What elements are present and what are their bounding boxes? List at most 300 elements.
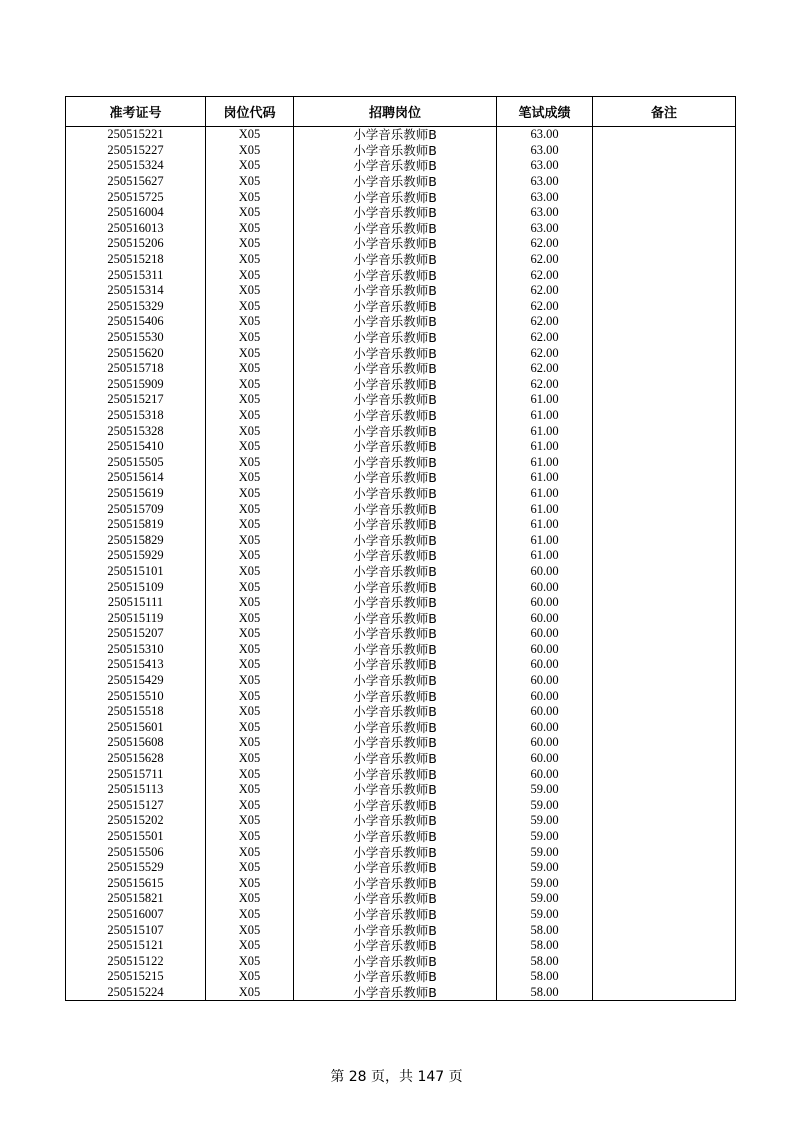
cell-position-code: X05 bbox=[206, 392, 294, 408]
cell-position-name: 小学音乐教师B bbox=[294, 673, 497, 689]
cell-exam-id: 250515530 bbox=[66, 330, 206, 346]
table-row bbox=[66, 548, 736, 564]
cell-position-name: 小学音乐教师B bbox=[294, 361, 497, 377]
cell-written-score: 63.00 bbox=[497, 205, 593, 221]
cell-position-code: X05 bbox=[206, 174, 294, 190]
cell-exam-id: 250515627 bbox=[66, 174, 206, 190]
cell-position-code: X05 bbox=[206, 595, 294, 611]
table-row bbox=[66, 314, 736, 330]
cell-remarks bbox=[593, 205, 736, 221]
cell-position-code: X05 bbox=[206, 969, 294, 985]
table-row bbox=[66, 454, 736, 470]
cell-position-code: X05 bbox=[206, 143, 294, 159]
cell-position-code: X05 bbox=[206, 221, 294, 237]
cell-remarks bbox=[593, 985, 736, 1001]
table-row bbox=[66, 844, 736, 860]
cell-position-name: 小学音乐教师B bbox=[294, 501, 497, 517]
table-row bbox=[66, 907, 736, 923]
cell-position-code: X05 bbox=[206, 283, 294, 299]
cell-written-score: 59.00 bbox=[497, 782, 593, 798]
cell-position-code: X05 bbox=[206, 938, 294, 954]
cell-written-score: 59.00 bbox=[497, 813, 593, 829]
cell-exam-id: 250515909 bbox=[66, 377, 206, 393]
cell-exam-id: 250515608 bbox=[66, 735, 206, 751]
cell-remarks bbox=[593, 938, 736, 954]
cell-remarks bbox=[593, 486, 736, 502]
cell-position-name: 小学音乐教师B bbox=[294, 860, 497, 876]
table-row bbox=[66, 657, 736, 673]
cell-remarks bbox=[593, 720, 736, 736]
cell-position-code: X05 bbox=[206, 252, 294, 268]
cell-position-name: 小学音乐教师B bbox=[294, 688, 497, 704]
table-row bbox=[66, 267, 736, 283]
cell-written-score: 60.00 bbox=[497, 579, 593, 595]
cell-remarks bbox=[593, 642, 736, 658]
cell-exam-id: 250515202 bbox=[66, 813, 206, 829]
cell-exam-id: 250515929 bbox=[66, 548, 206, 564]
cell-written-score: 60.00 bbox=[497, 626, 593, 642]
page-number: 第 28 页，共 147 页 bbox=[330, 1069, 463, 1085]
cell-exam-id: 250515821 bbox=[66, 891, 206, 907]
cell-position-name: 小学音乐教师B bbox=[294, 798, 497, 814]
table-row bbox=[66, 221, 736, 237]
cell-written-score: 61.00 bbox=[497, 548, 593, 564]
table-row bbox=[66, 720, 736, 736]
cell-written-score: 61.00 bbox=[497, 470, 593, 486]
cell-position-code: X05 bbox=[206, 626, 294, 642]
cell-position-code: X05 bbox=[206, 876, 294, 892]
cell-position-name: 小学音乐教师B bbox=[294, 299, 497, 315]
cell-exam-id: 250515413 bbox=[66, 657, 206, 673]
cell-position-name: 小学音乐教师B bbox=[294, 579, 497, 595]
cell-written-score: 62.00 bbox=[497, 252, 593, 268]
cell-written-score: 63.00 bbox=[497, 189, 593, 205]
cell-exam-id: 250515113 bbox=[66, 782, 206, 798]
cell-position-name: 小学音乐教师B bbox=[294, 938, 497, 954]
table-row bbox=[66, 377, 736, 393]
table-header-row bbox=[66, 97, 736, 127]
cell-written-score: 60.00 bbox=[497, 688, 593, 704]
cell-remarks bbox=[593, 267, 736, 283]
cell-written-score: 63.00 bbox=[497, 158, 593, 174]
table-row bbox=[66, 860, 736, 876]
cell-position-name: 小学音乐教师B bbox=[294, 314, 497, 330]
table-row bbox=[66, 361, 736, 377]
cell-position-name: 小学音乐教师B bbox=[294, 517, 497, 533]
cell-remarks bbox=[593, 626, 736, 642]
table-row bbox=[66, 579, 736, 595]
cell-position-name: 小学音乐教师B bbox=[294, 158, 497, 174]
cell-remarks bbox=[593, 766, 736, 782]
table-row bbox=[66, 735, 736, 751]
table-row bbox=[66, 158, 736, 174]
cell-written-score: 63.00 bbox=[497, 174, 593, 190]
cell-position-code: X05 bbox=[206, 798, 294, 814]
cell-position-name: 小学音乐教师B bbox=[294, 891, 497, 907]
cell-position-name: 小学音乐教师B bbox=[294, 953, 497, 969]
cell-written-score: 62.00 bbox=[497, 345, 593, 361]
table-row bbox=[66, 688, 736, 704]
table-row bbox=[66, 423, 736, 439]
cell-remarks bbox=[593, 127, 736, 143]
cell-position-code: X05 bbox=[206, 720, 294, 736]
cell-remarks bbox=[593, 532, 736, 548]
cell-exam-id: 250515111 bbox=[66, 595, 206, 611]
cell-remarks bbox=[593, 252, 736, 268]
cell-exam-id: 250515601 bbox=[66, 720, 206, 736]
table-row bbox=[66, 252, 736, 268]
cell-position-code: X05 bbox=[206, 922, 294, 938]
cell-written-score: 59.00 bbox=[497, 798, 593, 814]
cell-written-score: 61.00 bbox=[497, 392, 593, 408]
cell-position-name: 小学音乐教师B bbox=[294, 735, 497, 751]
cell-remarks bbox=[593, 735, 736, 751]
cell-written-score: 61.00 bbox=[497, 532, 593, 548]
table-row bbox=[66, 813, 736, 829]
table-row bbox=[66, 330, 736, 346]
cell-position-name: 小学音乐教师B bbox=[294, 610, 497, 626]
cell-remarks bbox=[593, 454, 736, 470]
cell-position-code: X05 bbox=[206, 953, 294, 969]
cell-position-code: X05 bbox=[206, 673, 294, 689]
cell-written-score: 60.00 bbox=[497, 766, 593, 782]
cell-position-code: X05 bbox=[206, 377, 294, 393]
cell-position-code: X05 bbox=[206, 486, 294, 502]
cell-remarks bbox=[593, 408, 736, 424]
cell-exam-id: 250515505 bbox=[66, 454, 206, 470]
cell-written-score: 62.00 bbox=[497, 377, 593, 393]
cell-position-code: X05 bbox=[206, 517, 294, 533]
cell-position-name: 小学音乐教师B bbox=[294, 626, 497, 642]
cell-exam-id: 250515107 bbox=[66, 922, 206, 938]
cell-position-code: X05 bbox=[206, 408, 294, 424]
cell-position-code: X05 bbox=[206, 314, 294, 330]
cell-exam-id: 250515709 bbox=[66, 501, 206, 517]
cell-written-score: 59.00 bbox=[497, 876, 593, 892]
cell-exam-id: 250515224 bbox=[66, 985, 206, 1001]
cell-position-name: 小学音乐教师B bbox=[294, 236, 497, 252]
cell-remarks bbox=[593, 548, 736, 564]
table-body bbox=[66, 127, 736, 1001]
cell-written-score: 63.00 bbox=[497, 143, 593, 159]
cell-exam-id: 250515324 bbox=[66, 158, 206, 174]
cell-written-score: 60.00 bbox=[497, 751, 593, 767]
cell-remarks bbox=[593, 751, 736, 767]
cell-remarks bbox=[593, 798, 736, 814]
cell-position-name: 小学音乐教师B bbox=[294, 143, 497, 159]
cell-exam-id: 250515217 bbox=[66, 392, 206, 408]
cell-position-name: 小学音乐教师B bbox=[294, 532, 497, 548]
cell-position-code: X05 bbox=[206, 813, 294, 829]
cell-exam-id: 250515207 bbox=[66, 626, 206, 642]
cell-remarks bbox=[593, 657, 736, 673]
table-row bbox=[66, 283, 736, 299]
cell-exam-id: 250515206 bbox=[66, 236, 206, 252]
cell-written-score: 60.00 bbox=[497, 735, 593, 751]
cell-written-score: 63.00 bbox=[497, 221, 593, 237]
cell-remarks bbox=[593, 876, 736, 892]
cell-position-code: X05 bbox=[206, 766, 294, 782]
table-row bbox=[66, 626, 736, 642]
cell-position-name: 小学音乐教师B bbox=[294, 377, 497, 393]
cell-exam-id: 250515328 bbox=[66, 423, 206, 439]
cell-exam-id: 250515619 bbox=[66, 486, 206, 502]
cell-exam-id: 250515628 bbox=[66, 751, 206, 767]
table-row bbox=[66, 953, 736, 969]
cell-exam-id: 250515122 bbox=[66, 953, 206, 969]
cell-written-score: 59.00 bbox=[497, 829, 593, 845]
table-row bbox=[66, 174, 736, 190]
cell-written-score: 60.00 bbox=[497, 595, 593, 611]
cell-position-code: X05 bbox=[206, 127, 294, 143]
table-row bbox=[66, 470, 736, 486]
cell-remarks bbox=[593, 392, 736, 408]
header-written-score: 笔试成绩 bbox=[497, 97, 593, 127]
cell-exam-id: 250515121 bbox=[66, 938, 206, 954]
cell-written-score: 62.00 bbox=[497, 283, 593, 299]
table-row bbox=[66, 969, 736, 985]
cell-position-code: X05 bbox=[206, 688, 294, 704]
cell-remarks bbox=[593, 860, 736, 876]
cell-remarks bbox=[593, 673, 736, 689]
cell-remarks bbox=[593, 688, 736, 704]
cell-exam-id: 250515109 bbox=[66, 579, 206, 595]
cell-position-code: X05 bbox=[206, 532, 294, 548]
cell-remarks bbox=[593, 969, 736, 985]
header-remarks: 备注 bbox=[593, 97, 736, 127]
table-row bbox=[66, 189, 736, 205]
cell-exam-id: 250515429 bbox=[66, 673, 206, 689]
cell-remarks bbox=[593, 517, 736, 533]
cell-exam-id: 250515311 bbox=[66, 267, 206, 283]
cell-remarks bbox=[593, 610, 736, 626]
cell-exam-id: 250515725 bbox=[66, 189, 206, 205]
cell-written-score: 61.00 bbox=[497, 408, 593, 424]
cell-exam-id: 250515518 bbox=[66, 704, 206, 720]
table-row bbox=[66, 439, 736, 455]
table-row bbox=[66, 985, 736, 1001]
cell-exam-id: 250515127 bbox=[66, 798, 206, 814]
cell-remarks bbox=[593, 221, 736, 237]
table-row bbox=[66, 236, 736, 252]
table-row bbox=[66, 299, 736, 315]
cell-written-score: 62.00 bbox=[497, 299, 593, 315]
cell-position-code: X05 bbox=[206, 267, 294, 283]
cell-exam-id: 250515119 bbox=[66, 610, 206, 626]
cell-remarks bbox=[593, 782, 736, 798]
cell-written-score: 58.00 bbox=[497, 953, 593, 969]
cell-remarks bbox=[593, 377, 736, 393]
cell-position-code: X05 bbox=[206, 891, 294, 907]
table-row bbox=[66, 782, 736, 798]
table-row bbox=[66, 532, 736, 548]
cell-written-score: 62.00 bbox=[497, 236, 593, 252]
table-row bbox=[66, 392, 736, 408]
cell-position-name: 小学音乐教师B bbox=[294, 876, 497, 892]
table-row bbox=[66, 143, 736, 159]
cell-position-name: 小学音乐教师B bbox=[294, 283, 497, 299]
table-row bbox=[66, 610, 736, 626]
cell-position-code: X05 bbox=[206, 860, 294, 876]
cell-position-name: 小学音乐教师B bbox=[294, 330, 497, 346]
cell-position-code: X05 bbox=[206, 299, 294, 315]
cell-remarks bbox=[593, 907, 736, 923]
table-row bbox=[66, 205, 736, 221]
cell-position-code: X05 bbox=[206, 751, 294, 767]
cell-position-name: 小学音乐教师B bbox=[294, 548, 497, 564]
cell-remarks bbox=[593, 283, 736, 299]
cell-position-code: X05 bbox=[206, 345, 294, 361]
cell-remarks bbox=[593, 813, 736, 829]
cell-position-code: X05 bbox=[206, 735, 294, 751]
cell-remarks bbox=[593, 439, 736, 455]
cell-remarks bbox=[593, 423, 736, 439]
cell-written-score: 58.00 bbox=[497, 922, 593, 938]
cell-written-score: 62.00 bbox=[497, 330, 593, 346]
table-row bbox=[66, 922, 736, 938]
cell-remarks bbox=[593, 579, 736, 595]
cell-remarks bbox=[593, 829, 736, 845]
cell-written-score: 60.00 bbox=[497, 657, 593, 673]
cell-written-score: 62.00 bbox=[497, 267, 593, 283]
cell-written-score: 62.00 bbox=[497, 314, 593, 330]
cell-position-code: X05 bbox=[206, 548, 294, 564]
cell-position-code: X05 bbox=[206, 704, 294, 720]
cell-written-score: 60.00 bbox=[497, 720, 593, 736]
cell-position-code: X05 bbox=[206, 579, 294, 595]
cell-position-name: 小学音乐教师B bbox=[294, 564, 497, 580]
table-row bbox=[66, 517, 736, 533]
cell-position-name: 小学音乐教师B bbox=[294, 829, 497, 845]
cell-exam-id: 250515406 bbox=[66, 314, 206, 330]
cell-written-score: 58.00 bbox=[497, 938, 593, 954]
cell-remarks bbox=[593, 470, 736, 486]
cell-remarks bbox=[593, 922, 736, 938]
table-row bbox=[66, 127, 736, 143]
cell-exam-id: 250515829 bbox=[66, 532, 206, 548]
cell-position-name: 小学音乐教师B bbox=[294, 392, 497, 408]
header-position-name: 招聘岗位 bbox=[294, 97, 497, 127]
table-row bbox=[66, 345, 736, 361]
cell-remarks bbox=[593, 314, 736, 330]
cell-remarks bbox=[593, 143, 736, 159]
cell-position-code: X05 bbox=[206, 782, 294, 798]
cell-exam-id: 250515614 bbox=[66, 470, 206, 486]
cell-exam-id: 250515314 bbox=[66, 283, 206, 299]
cell-written-score: 60.00 bbox=[497, 673, 593, 689]
cell-position-code: X05 bbox=[206, 844, 294, 860]
cell-position-name: 小学音乐教师B bbox=[294, 969, 497, 985]
cell-exam-id: 250515410 bbox=[66, 439, 206, 455]
cell-position-name: 小学音乐教师B bbox=[294, 221, 497, 237]
cell-exam-id: 250516007 bbox=[66, 907, 206, 923]
cell-remarks bbox=[593, 564, 736, 580]
cell-position-name: 小学音乐教师B bbox=[294, 439, 497, 455]
cell-remarks bbox=[593, 189, 736, 205]
cell-position-name: 小学音乐教师B bbox=[294, 189, 497, 205]
table-row bbox=[66, 891, 736, 907]
cell-position-code: X05 bbox=[206, 205, 294, 221]
table-row bbox=[66, 673, 736, 689]
cell-position-code: X05 bbox=[206, 642, 294, 658]
cell-position-name: 小学音乐教师B bbox=[294, 127, 497, 143]
cell-written-score: 59.00 bbox=[497, 844, 593, 860]
cell-position-name: 小学音乐教师B bbox=[294, 782, 497, 798]
cell-remarks bbox=[593, 361, 736, 377]
cell-position-name: 小学音乐教师B bbox=[294, 813, 497, 829]
cell-position-name: 小学音乐教师B bbox=[294, 454, 497, 470]
cell-position-code: X05 bbox=[206, 236, 294, 252]
cell-written-score: 60.00 bbox=[497, 704, 593, 720]
cell-written-score: 60.00 bbox=[497, 564, 593, 580]
cell-position-name: 小学音乐教师B bbox=[294, 595, 497, 611]
cell-position-name: 小学音乐教师B bbox=[294, 907, 497, 923]
cell-position-name: 小学音乐教师B bbox=[294, 423, 497, 439]
cell-exam-id: 250515819 bbox=[66, 517, 206, 533]
cell-position-name: 小学音乐教师B bbox=[294, 486, 497, 502]
score-table bbox=[65, 96, 736, 1001]
cell-position-code: X05 bbox=[206, 610, 294, 626]
cell-position-name: 小学音乐教师B bbox=[294, 751, 497, 767]
cell-written-score: 58.00 bbox=[497, 985, 593, 1001]
cell-position-name: 小学音乐教师B bbox=[294, 205, 497, 221]
cell-remarks bbox=[593, 158, 736, 174]
cell-position-name: 小学音乐教师B bbox=[294, 720, 497, 736]
cell-written-score: 62.00 bbox=[497, 361, 593, 377]
cell-position-code: X05 bbox=[206, 985, 294, 1001]
table-row bbox=[66, 766, 736, 782]
cell-remarks bbox=[593, 236, 736, 252]
cell-position-name: 小学音乐教师B bbox=[294, 844, 497, 860]
cell-exam-id: 250515615 bbox=[66, 876, 206, 892]
cell-exam-id: 250516013 bbox=[66, 221, 206, 237]
header-position-code: 岗位代码 bbox=[206, 97, 294, 127]
cell-exam-id: 250515501 bbox=[66, 829, 206, 845]
cell-exam-id: 250515329 bbox=[66, 299, 206, 315]
cell-written-score: 61.00 bbox=[497, 517, 593, 533]
cell-position-name: 小学音乐教师B bbox=[294, 252, 497, 268]
cell-exam-id: 250516004 bbox=[66, 205, 206, 221]
cell-position-code: X05 bbox=[206, 454, 294, 470]
table-row bbox=[66, 486, 736, 502]
cell-exam-id: 250515529 bbox=[66, 860, 206, 876]
cell-position-code: X05 bbox=[206, 330, 294, 346]
cell-exam-id: 250515215 bbox=[66, 969, 206, 985]
table-row bbox=[66, 798, 736, 814]
table-row bbox=[66, 564, 736, 580]
cell-remarks bbox=[593, 844, 736, 860]
cell-written-score: 59.00 bbox=[497, 907, 593, 923]
cell-position-code: X05 bbox=[206, 439, 294, 455]
cell-remarks bbox=[593, 299, 736, 315]
cell-written-score: 61.00 bbox=[497, 423, 593, 439]
cell-exam-id: 250515506 bbox=[66, 844, 206, 860]
table-row bbox=[66, 501, 736, 517]
cell-position-code: X05 bbox=[206, 907, 294, 923]
cell-position-code: X05 bbox=[206, 423, 294, 439]
cell-written-score: 59.00 bbox=[497, 891, 593, 907]
cell-position-name: 小学音乐教师B bbox=[294, 985, 497, 1001]
cell-remarks bbox=[593, 704, 736, 720]
cell-written-score: 59.00 bbox=[497, 860, 593, 876]
cell-position-code: X05 bbox=[206, 501, 294, 517]
cell-exam-id: 250515711 bbox=[66, 766, 206, 782]
cell-written-score: 61.00 bbox=[497, 439, 593, 455]
cell-position-name: 小学音乐教师B bbox=[294, 174, 497, 190]
cell-position-code: X05 bbox=[206, 361, 294, 377]
table-row bbox=[66, 829, 736, 845]
table-row bbox=[66, 876, 736, 892]
